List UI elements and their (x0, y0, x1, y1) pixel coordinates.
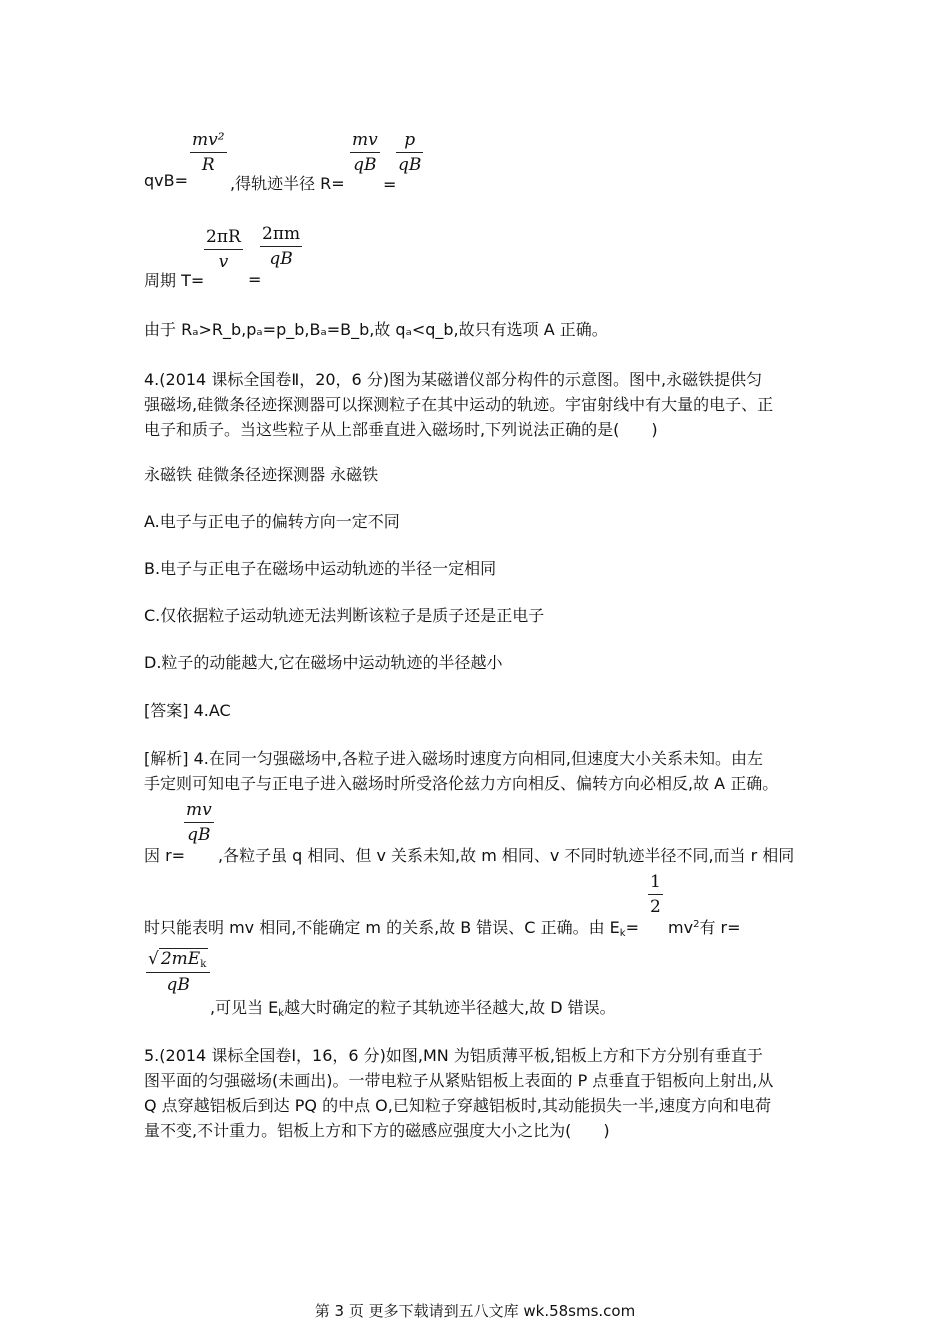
q4-option-c: C.仅依据粒子运动轨迹无法判断该粒子是质子还是正电子 (144, 606, 545, 625)
fraction-p-over-qb: p qB (398, 130, 422, 175)
fraction-sqrt-2mek-over-qb: √ $2mE_k$ qB (146, 948, 210, 995)
q4-answer: [答案] 4.AC (144, 701, 231, 720)
q4-analysis-line-1: [解析] 4.在同一匀强磁场中,各粒子进入磁场时速度方向相同,但速度大小关系未知。由左 (144, 749, 764, 768)
page-footer: 第 3 页 更多下载请到五八文库 wk.58sms.com (314, 1302, 636, 1320)
q5-stem-line-3: Q 点穿越铝板后到达 PQ 的中点 O,已知粒子穿越铝板时,其动能损失一半,速度方向和电荷 (144, 1096, 772, 1115)
q4-analysis-line-2: 手定则可知电子与正电子进入磁场时所受洛伦兹力方向相反、偏转方向必相反,故 A 正确。 (144, 774, 779, 793)
formula-period-equals: = (248, 270, 262, 289)
fraction-mv2-over-r: mv² R (192, 130, 225, 175)
q5-stem-line-4: 量不变,不计重力。铝板上方和下方的磁感应强度大小之比为( ) (144, 1121, 610, 1140)
conclusion-text: 由于 Rₐ>R_b,pₐ=p_b,Bₐ=B_b,故 qₐ<q_b,故只有选项 A 正确。 (144, 320, 608, 339)
formula-qvb-lhs: qvB= (144, 171, 189, 190)
q5-stem-line-2: 图平面的匀强磁场(未画出)。一带电粒子从紧贴铝板上表面的 P 点垂直于铝板向上射出,从 (144, 1071, 774, 1090)
q4-option-a: A.电子与正电子的偏转方向一定不同 (144, 512, 400, 531)
formula-equals: = (383, 175, 397, 194)
q4-analysis-line-4-tail: $mv^2$有 r= (668, 918, 741, 937)
q4-analysis-line-4: 时只能表明 mv 相同,不能确定 m 的关系,故 B 错误、C 正确。由 $E_k=$ (144, 918, 639, 939)
q4-stem-line-3: 电子和质子。当这些粒子从上部垂直进入磁场时,下列说法正确的是( ) (144, 420, 658, 439)
fraction-mv-over-qb: mv qB (352, 130, 378, 175)
fraction-mv-over-qb-analysis: mv qB (186, 800, 212, 845)
q5-stem-line-1: 5.(2014 课标全国卷Ⅰ，16，6 分)如图,MN 为铝质薄平板,铝板上方和下方分别有垂直于 (144, 1046, 763, 1065)
q4-option-d: D.粒子的动能越大,它在磁场中运动轨迹的半径越小 (144, 653, 503, 672)
q4-analysis-line-5: ,可见当 $E_k$越大时确定的粒子其轨迹半径越大,故 D 错误。 (210, 998, 616, 1019)
fraction-one-half: 1 2 (650, 872, 661, 917)
q4-figure-labels: 永磁铁 硅微条径迹探测器 永磁铁 (144, 465, 379, 484)
q4-analysis-r-lhs: 因 r= (144, 846, 186, 865)
formula-radius-text: ,得轨迹半径 R= (230, 174, 345, 193)
fraction-2pir-over-v: 2πR v (206, 227, 241, 272)
fraction-2pim-over-qb: 2πm qB (262, 224, 301, 269)
q4-option-b: B.电子与正电子在磁场中运动轨迹的半径一定相同 (144, 559, 497, 578)
q4-analysis-line-3: ,各粒子虽 q 相同、但 v 关系未知,故 m 相同、v 不同时轨迹半径不同,而当 r 相同 (218, 846, 795, 865)
q4-stem-line-1: 4.(2014 课标全国卷Ⅱ，20，6 分)图为某磁谱仪部分构件的示意图。图中,永磁铁提供匀 (144, 370, 763, 389)
q4-stem-line-2: 强磁场,硅微条径迹探测器可以探测粒子在其中运动的轨迹。宇宙射线中有大量的电子、正 (144, 395, 774, 414)
formula-period-lhs: 周期 T= (144, 271, 205, 290)
